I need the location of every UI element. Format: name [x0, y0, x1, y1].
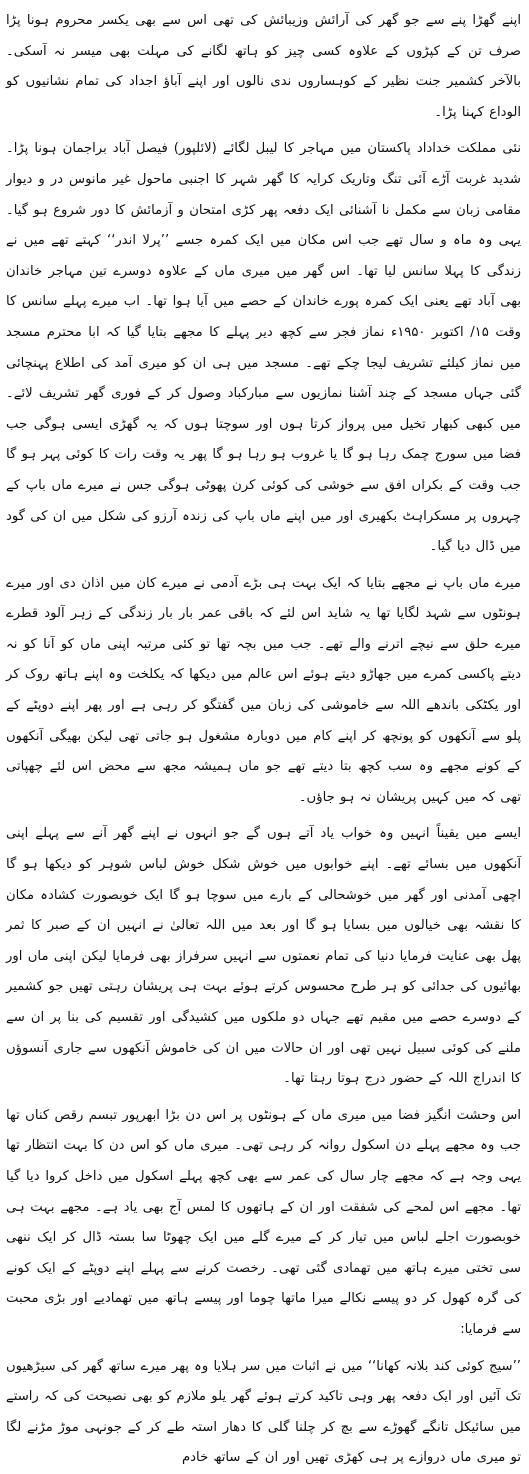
paragraph-3: میرے ماں باپ نے مجھے بتایا کہ ایک بہت ہی بڑے آدمی نے میرے کان میں اذان دی اور میرے ہونٹوں سے شہد لگایا تھا یہ شاید اس لئے کہ باقی عمر بار بار زندگی کے زہر آلود قطرے میرے حلق سے نیچے اترنے والے تھے۔ جب میں بچہ تھا تو کئی مرتبہ اپنی ماں کو آنا کو نہ دیتے پاکسی کمرے میں جھاڑو دیتے ہوئے اس عالم میں دیکھا کہ یکلخت وہ اپنے ہاتھ روک کر اور یکٹکی باندھے اللہ سے خاموشی کی زبان میں گفتگو کر رہی ہے اور پھر اپنے دوپٹے کے پلو سے آنکھوں کو پونچھ کر اپنے کام میں دوبارہ مشغول ہو جاتی تھی لیکن بھیگی آنکھوں کے کونے مجھے وہ سب کچھ بتا دیتے تھے جو ماں ہمیشہ مجھ سے محض اس لئے چھپاتی تھی کہ میں کہیں پریشان نہ ہو جاؤں۔ — [6, 575, 521, 805]
paragraph-6: ’’سیج کوئی کند بلانہ کھانا‘‘ میں نے اثبات میں سر ہلایا وہ پھر میرے ساتھ گھر کی سیڑھیوں تک آئیں اور ایک دفعہ پھر وہی تاکید کرتے ہوئے گھر یلو ملازم کو بھی نصیحت کی کہ راستے میں سائیکل تانگے گھوڑے سے بچ کر چلنا گلی کا دھار استہ طے کر کے جونہی موڑ مڑنے لگا تو میری ماں دروازے پر ہی کھڑی تھیں اور ان کے ساتھ خادم — [6, 1358, 521, 1466]
paragraph-4: ایسے میں یقیناً انہیں وہ خواب یاد آتے ہوں گے جو انہوں نے اپنے گھر آنے سے پہلے اپنی آنکھوں میں بسائے تھے۔ اپنے خوابوں میں خوش شکل خوش لباس شوہر کو دیکھا ہو گا اچھی آمدنی اور گھر میں خوشحالی کے بارے میں سوچا ہو گا ایک خوبصورت کشادہ مکان کا نقشہ بھی خیالوں میں بسایا ہو گا اور بعد میں اللہ تعالیٰ نے انہیں ان کے صبر کا ثمر پھل بھی عنایت فرمایا دنیا کی تمام نعمتوں سے انہیں سرفراز بھی فرمایا لیکن اپنی ماں اور بھائیوں کی جدائی کو ہر طرح محسوس کرتے ہوئے بہت ہی پریشان رہتی تھیں جو کشمیر کے دوسرے حصے میں مقیم تھے جہاں دو ملکوں میں کشیدگی اور تقسیم کی بنا پر ان سے ملنے کی کوئی سبیل نہیں تھی اور ان حالات میں ان کی خاموش آنکھوں سے جاری آنسوؤں کا اندراج اللہ کے حضور درج ہوتا رہتا تھا۔ — [6, 826, 521, 1087]
paragraph-2: نئی مملکت خداداد پاکستان میں مہاجر کا لیبل لگائے (لائلپور) فیصل آباد براجمان ہونا پڑا۔ شدید غربت آڑے آئی تنگ وتاریک کرایہ کا گھر شہر کا اجنبی ماحول غیر مانوس در و دیوار مقامی زبان سے مکمل نا آشنائی ایک دفعہ پھر کڑی امتحان و آزمائش کا دور شروع ہو گیا۔ یہی وہ ماہ و سال تھے جب اس مکان میں ایک کمرہ جسے ’’پرلا اندر‘‘ کہتے تھے میں نے زندگی کا پہلا سانس لیا تھا۔ اس گھر میں میری ماں کے علاوہ دوسرے تین مہاجر خاندان بھی آباد تھے یعنی ایک کمرہ پورے خاندان کے حصے میں آیا ہوا تھا۔ اب میرے پہلے سانس کا وقت ۱۵/ اکتوبر ۱۹۵۰ء نماز فجر سے کچھ دیر پہلے کا مجھے بتایا گیا کہ ابا محترم مسجد میں نماز کیلئے تشریف لیجا چکے تھے۔ مسجد میں ہی ان کو میری آمد کی اطلاع پہنچائی گئی جہاں مسجد کے چند آشنا نمازیوں سے مبارکباد وصول کر کے فوری گھر تشریف لائے۔ میں کبھی کبھار تخیل میں پرواز کرتا ہوں اور سوچتا ہوں کہ یہ گھڑی ایسی ہوگی جب فضا میں سورج چمک رہا ہو گا یا غروب ہو رہا ہو گا پھر یہ وقت رات کا کوئی پہر ہو گا جب وقت کے بکراں افق سے خوشی کی کوئی کرن پھوٹی ہوگی جس نے میرے ماں باپ کے چہروں پر مسکراہٹ بکھیری اور میں اپنے ماں باپ کی زندہ آرزو کی شکل میں ان کی گود میں ڈال دیا گیا۔ — [6, 141, 521, 555]
paragraph-1: اپنے گھڑا پنے سے جو گھر کی آرائش وزیبائش کی تھی اس سے بھی یکسر محروم ہونا پڑا صرف تن کے کپڑوں کے علاوہ کسی چیز کو ہاتھ لگانے کی مہلت بھی میسر نہ آسکی۔ بالآخر کشمیر جنت نظیر کے کوہساروں ندی نالوں اور اپنے آباؤ اجداد کی تمام نشانیوں کو الوداع کہنا پڑا۔ — [6, 13, 521, 120]
paragraph-5: اس وحشت انگیز فضا میں میری ماں کے ہونٹوں پر اس دن بڑا ابھرپور تبسم رقص کناں تھا جب وہ مجھے پہلے دن اسکول روانہ کر رہی تھی۔ میری ماں کو اس دن کا بہت انتظار تھا یہی وجہ ہے کہ مجھے چار سال کی عمر سے بھی کچھ پہلے اسکول میں داخل کروا دیا گیا تھا۔ مجھے اس لمحے کی شفقت اور ان کے ہاتھوں کا لمس آج بھی یاد ہے۔ مجھے بہت ہی خوبصورت اجلے لباس میں تیار کر کے میرے گلے میں ایک چھوٹا سا بستہ ڈال کر ایک ننھی سی تختی میرے ہاتھ میں تھمادی گئی تھی۔ رخصت کرنے سے پہلے اپنے دوپٹے کے ایک کونے کی گرہ کھول کر دو پیسے نکالے میرا ماتھا چوما اور پیسے ہاتھ میں تھمادیے اور بڑی محبت سے فرمایا: — [6, 1107, 521, 1337]
